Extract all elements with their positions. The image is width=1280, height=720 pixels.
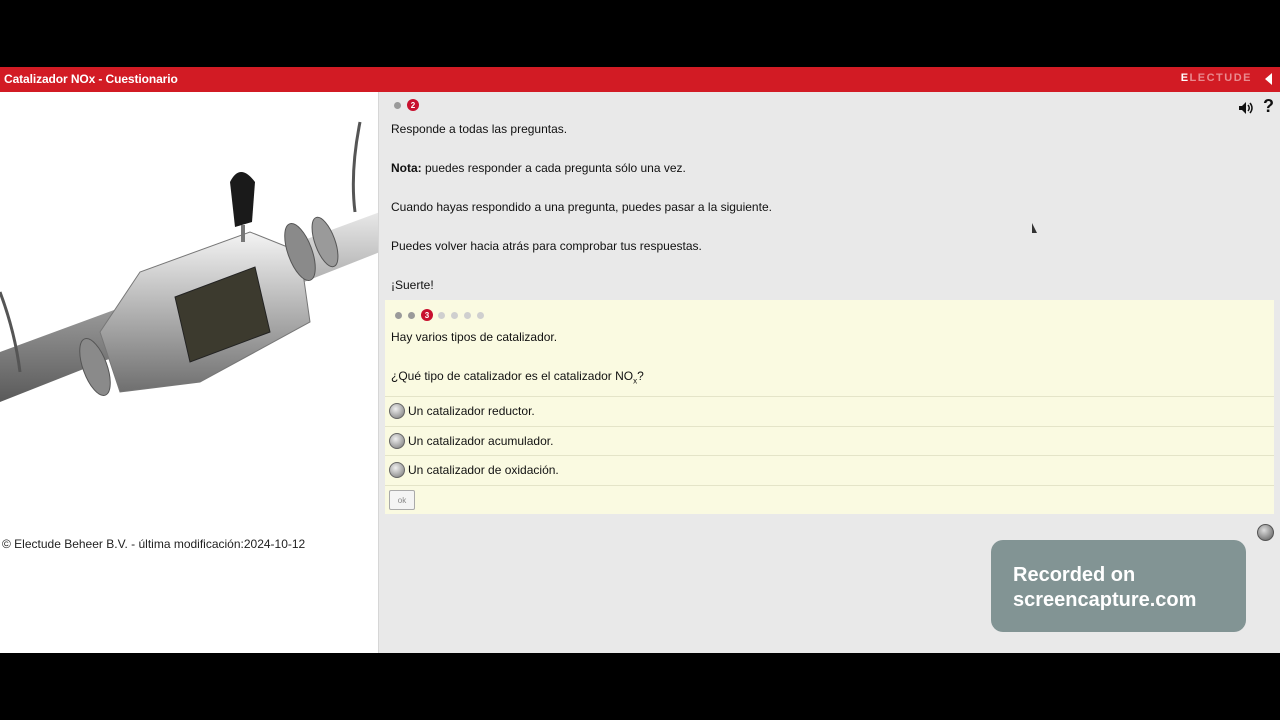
answer-option[interactable] — [385, 426, 1274, 456]
progress-dot[interactable] — [438, 312, 445, 319]
answer-options — [385, 396, 1274, 486]
catalytic-converter-image — [0, 92, 378, 522]
page-title: Catalizador NOx - Cuestionario — [4, 72, 178, 86]
watermark-line: Recorded on — [1013, 564, 1136, 586]
collapse-panel-icon[interactable] — [1265, 73, 1272, 85]
intro-text — [391, 122, 772, 317]
radio-button[interactable] — [389, 433, 405, 449]
ok-button[interactable]: ok — [389, 490, 415, 510]
radio-button[interactable] — [389, 462, 405, 478]
progress-dot-current[interactable]: 3 — [421, 309, 433, 321]
progress-dot-current[interactable]: 2 — [407, 99, 419, 111]
progress-dot[interactable] — [451, 312, 458, 319]
question-prompt: ¿Qué tipo de catalizador es el catalizador $NO_x$? — [391, 369, 644, 386]
answer-option[interactable] — [385, 455, 1274, 485]
intro-line: ¡Suerte! — [391, 278, 434, 292]
progress-dot[interactable] — [394, 102, 401, 109]
title-bar — [0, 67, 1280, 92]
progress-dot[interactable] — [477, 312, 484, 319]
mouse-cursor-icon — [1032, 223, 1037, 233]
copyright-text: © Electude Beheer B.V. - última modificación:2024-10-12 — [2, 537, 306, 551]
watermark-line: screencapture.com — [1013, 589, 1197, 611]
speaker-icon[interactable] — [1238, 100, 1254, 116]
illustration-panel — [0, 92, 379, 653]
answer-label: Un catalizador de oxidación. — [408, 463, 559, 478]
question-line: Hay varios tipos de catalizador. — [391, 330, 558, 344]
recording-watermark — [991, 540, 1246, 632]
question-box — [385, 300, 1274, 514]
intro-note: Nota: puedes responder a cada pregunta sólo una vez. — [391, 161, 686, 175]
intro-line: Cuando hayas respondido a una pregunta, puedes pasar a la siguiente. — [391, 200, 772, 214]
answer-option[interactable] — [385, 396, 1274, 426]
electude-logo: ELECTUDE — [1180, 72, 1252, 84]
intro-line: Puedes volver hacia atrás para comprobar tus respuestas. — [391, 239, 702, 253]
next-arrow-icon[interactable] — [1257, 524, 1274, 541]
intro-progress — [394, 99, 424, 111]
progress-dot[interactable] — [464, 312, 471, 319]
divider — [385, 485, 1274, 486]
help-icon[interactable]: ? — [1263, 96, 1274, 116]
progress-dot[interactable] — [395, 312, 402, 319]
progress-dot[interactable] — [408, 312, 415, 319]
answer-label: Un catalizador reductor. — [408, 404, 535, 419]
answer-label: Un catalizador acumulador. — [408, 433, 554, 448]
intro-line: Responde a todas las preguntas. — [391, 122, 568, 136]
radio-button[interactable] — [389, 403, 405, 419]
question-progress — [395, 309, 490, 321]
